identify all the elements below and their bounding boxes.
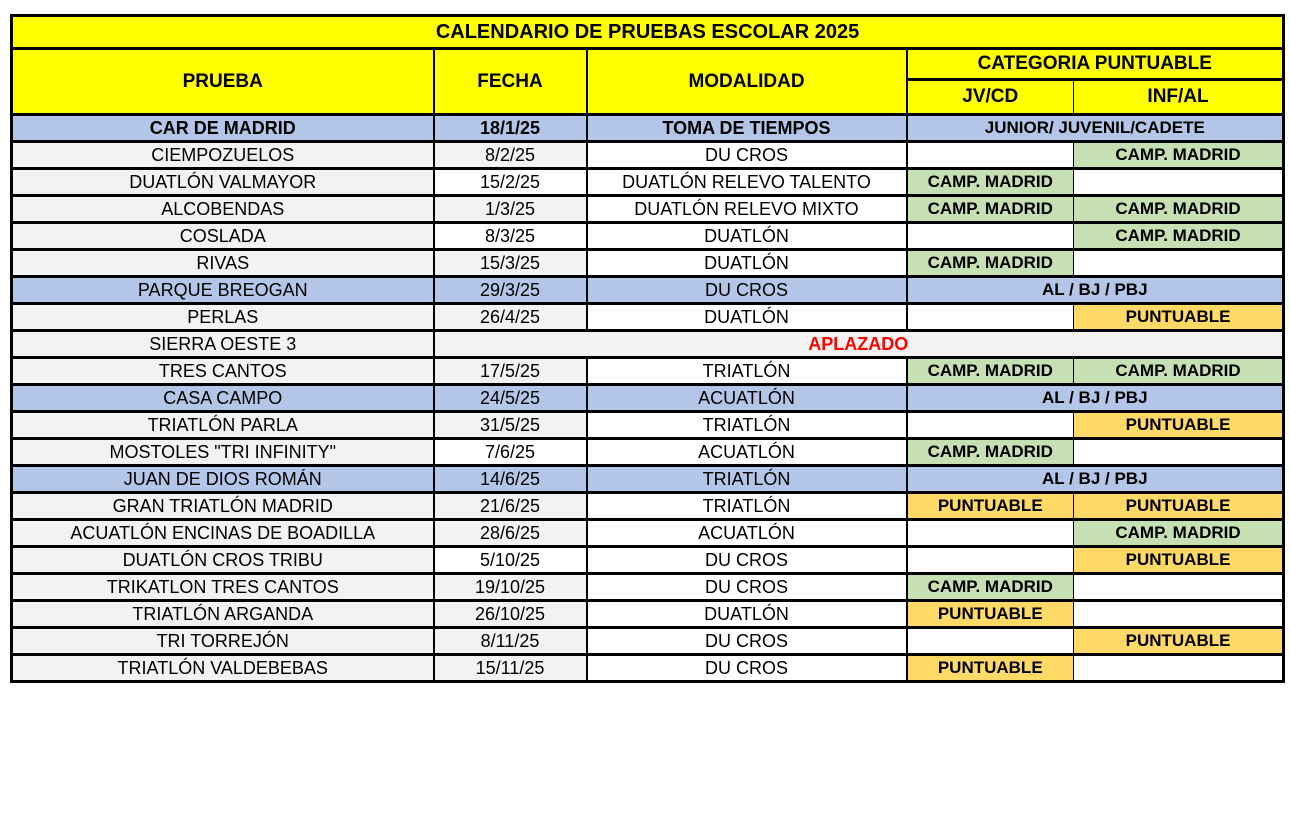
modalidad-cell: TRIATLÓN [587, 493, 907, 520]
prueba-cell: PERLAS [12, 304, 434, 331]
prueba-cell: SIERRA OESTE 3 [12, 331, 434, 358]
table-row [12, 412, 1284, 439]
table-row [12, 223, 1284, 250]
modalidad-cell: DUATLÓN [587, 304, 907, 331]
category-inf-cell: PUNTUABLE [1074, 628, 1284, 655]
category-inf-cell [1074, 169, 1284, 196]
category-jv-cell [907, 628, 1074, 655]
category-inf-cell: CAMP. MADRID [1074, 196, 1284, 223]
column-header-fecha: FECHA [434, 49, 587, 115]
modalidad-cell: DU CROS [587, 574, 907, 601]
fecha-cell: 26/10/25 [434, 601, 587, 628]
modalidad-cell: TRIATLÓN [587, 466, 907, 493]
fecha-cell: 5/10/25 [434, 547, 587, 574]
modalidad-cell: DU CROS [587, 142, 907, 169]
fecha-cell: 14/6/25 [434, 466, 587, 493]
modalidad-cell: DU CROS [587, 547, 907, 574]
fecha-cell: 8/11/25 [434, 628, 587, 655]
prueba-cell: TRIKATLON TRES CANTOS [12, 574, 434, 601]
fecha-cell: 15/11/25 [434, 655, 587, 682]
column-header-jv-cd: JV/CD [907, 80, 1074, 115]
prueba-cell: ACUATLÓN ENCINAS DE BOADILLA [12, 520, 434, 547]
category-inf-cell [1074, 250, 1284, 277]
table-row [12, 385, 1284, 412]
category-inf-cell [1074, 574, 1284, 601]
modalidad-cell: DUATLÓN [587, 223, 907, 250]
fecha-cell: 8/3/25 [434, 223, 587, 250]
category-jv-cell: CAMP. MADRID [907, 574, 1074, 601]
modalidad-cell: DU CROS [587, 277, 907, 304]
category-jv-cell [907, 142, 1074, 169]
modalidad-cell: TRIATLÓN [587, 412, 907, 439]
table-row [12, 520, 1284, 547]
fecha-cell: 15/3/25 [434, 250, 587, 277]
prueba-cell: CIEMPOZUELOS [12, 142, 434, 169]
calendar-table [10, 14, 1285, 683]
category-inf-cell: PUNTUABLE [1074, 547, 1284, 574]
prueba-cell: COSLADA [12, 223, 434, 250]
header-row [12, 49, 1284, 80]
modalidad-cell: DU CROS [587, 655, 907, 682]
category-inf-cell: CAMP. MADRID [1074, 223, 1284, 250]
fecha-cell: 1/3/25 [434, 196, 587, 223]
table-row [12, 115, 1284, 142]
category-jv-cell [907, 304, 1074, 331]
category-jv-cell [907, 223, 1074, 250]
category-inf-cell: PUNTUABLE [1074, 412, 1284, 439]
modalidad-cell: ACUATLÓN [587, 520, 907, 547]
column-header-prueba: PRUEBA [12, 49, 434, 115]
table-row [12, 493, 1284, 520]
modalidad-cell: ACUATLÓN [587, 385, 907, 412]
fecha-cell: 21/6/25 [434, 493, 587, 520]
table-row [12, 601, 1284, 628]
prueba-cell: TRIATLÓN VALDEBEBAS [12, 655, 434, 682]
column-header-inf-al: INF/AL [1074, 80, 1284, 115]
category-jv-cell: CAMP. MADRID [907, 196, 1074, 223]
category-inf-cell: CAMP. MADRID [1074, 520, 1284, 547]
category-jv-cell [907, 520, 1074, 547]
modalidad-cell: TRIATLÓN [587, 358, 907, 385]
table-row [12, 250, 1284, 277]
category-jv-cell: CAMP. MADRID [907, 358, 1074, 385]
prueba-cell: CASA CAMPO [12, 385, 434, 412]
table-title: CALENDARIO DE PRUEBAS ESCOLAR 2025 [12, 16, 1284, 49]
table-row [12, 439, 1284, 466]
modalidad-cell: DUATLÓN RELEVO MIXTO [587, 196, 907, 223]
category-merged-cell: AL / BJ / PBJ [907, 277, 1284, 304]
fecha-cell: 28/6/25 [434, 520, 587, 547]
calendar-rows [12, 115, 1284, 682]
prueba-cell: MOSTOLES "TRI INFINITY" [12, 439, 434, 466]
prueba-cell: CAR DE MADRID [12, 115, 434, 142]
category-inf-cell: PUNTUABLE [1074, 493, 1284, 520]
column-header-categoria-puntuable: CATEGORIA PUNTUABLE [907, 49, 1284, 80]
category-inf-cell: CAMP. MADRID [1074, 142, 1284, 169]
category-jv-cell: CAMP. MADRID [907, 169, 1074, 196]
category-jv-cell: CAMP. MADRID [907, 250, 1074, 277]
prueba-cell: TRI TORREJÓN [12, 628, 434, 655]
fecha-cell: 19/10/25 [434, 574, 587, 601]
category-merged-cell: AL / BJ / PBJ [907, 466, 1284, 493]
prueba-cell: TRIATLÓN PARLA [12, 412, 434, 439]
modalidad-cell: DU CROS [587, 628, 907, 655]
category-jv-cell: PUNTUABLE [907, 601, 1074, 628]
title-row [12, 16, 1284, 49]
table-row [12, 142, 1284, 169]
modalidad-cell: TOMA DE TIEMPOS [587, 115, 907, 142]
category-inf-cell: CAMP. MADRID [1074, 358, 1284, 385]
table-row [12, 304, 1284, 331]
modalidad-cell: DUATLÓN RELEVO TALENTO [587, 169, 907, 196]
prueba-cell: DUATLÓN VALMAYOR [12, 169, 434, 196]
modalidad-cell: DUATLÓN [587, 601, 907, 628]
prueba-cell: GRAN TRIATLÓN MADRID [12, 493, 434, 520]
category-jv-cell: CAMP. MADRID [907, 439, 1074, 466]
prueba-cell: DUATLÓN CROS TRIBU [12, 547, 434, 574]
prueba-cell: JUAN DE DIOS ROMÁN [12, 466, 434, 493]
fecha-cell: 29/3/25 [434, 277, 587, 304]
column-header-modalidad: MODALIDAD [587, 49, 907, 115]
fecha-cell: 18/1/25 [434, 115, 587, 142]
fecha-cell: 7/6/25 [434, 439, 587, 466]
category-inf-cell [1074, 601, 1284, 628]
table-row [12, 466, 1284, 493]
category-inf-cell: PUNTUABLE [1074, 304, 1284, 331]
fecha-cell: 15/2/25 [434, 169, 587, 196]
table-row [12, 331, 1284, 358]
table-row [12, 358, 1284, 385]
category-jv-cell [907, 412, 1074, 439]
fecha-cell: 26/4/25 [434, 304, 587, 331]
table-row [12, 277, 1284, 304]
status-cell: APLAZADO [434, 331, 1284, 358]
prueba-cell: TRIATLÓN ARGANDA [12, 601, 434, 628]
prueba-cell: RIVAS [12, 250, 434, 277]
category-merged-cell: AL / BJ / PBJ [907, 385, 1284, 412]
category-jv-cell [907, 547, 1074, 574]
category-jv-cell: PUNTUABLE [907, 493, 1074, 520]
table-row [12, 574, 1284, 601]
category-jv-cell: PUNTUABLE [907, 655, 1074, 682]
fecha-cell: 24/5/25 [434, 385, 587, 412]
fecha-cell: 17/5/25 [434, 358, 587, 385]
fecha-cell: 31/5/25 [434, 412, 587, 439]
table-row [12, 547, 1284, 574]
prueba-cell: TRES CANTOS [12, 358, 434, 385]
table-row [12, 196, 1284, 223]
category-inf-cell [1074, 655, 1284, 682]
prueba-cell: ALCOBENDAS [12, 196, 434, 223]
prueba-cell: PARQUE BREOGAN [12, 277, 434, 304]
modalidad-cell: DUATLÓN [587, 250, 907, 277]
category-inf-cell [1074, 439, 1284, 466]
table-row [12, 169, 1284, 196]
fecha-cell: 8/2/25 [434, 142, 587, 169]
table-row [12, 655, 1284, 682]
table-row [12, 628, 1284, 655]
modalidad-cell: ACUATLÓN [587, 439, 907, 466]
category-merged-cell: JUNIOR/ JUVENIL/CADETE [907, 115, 1284, 142]
